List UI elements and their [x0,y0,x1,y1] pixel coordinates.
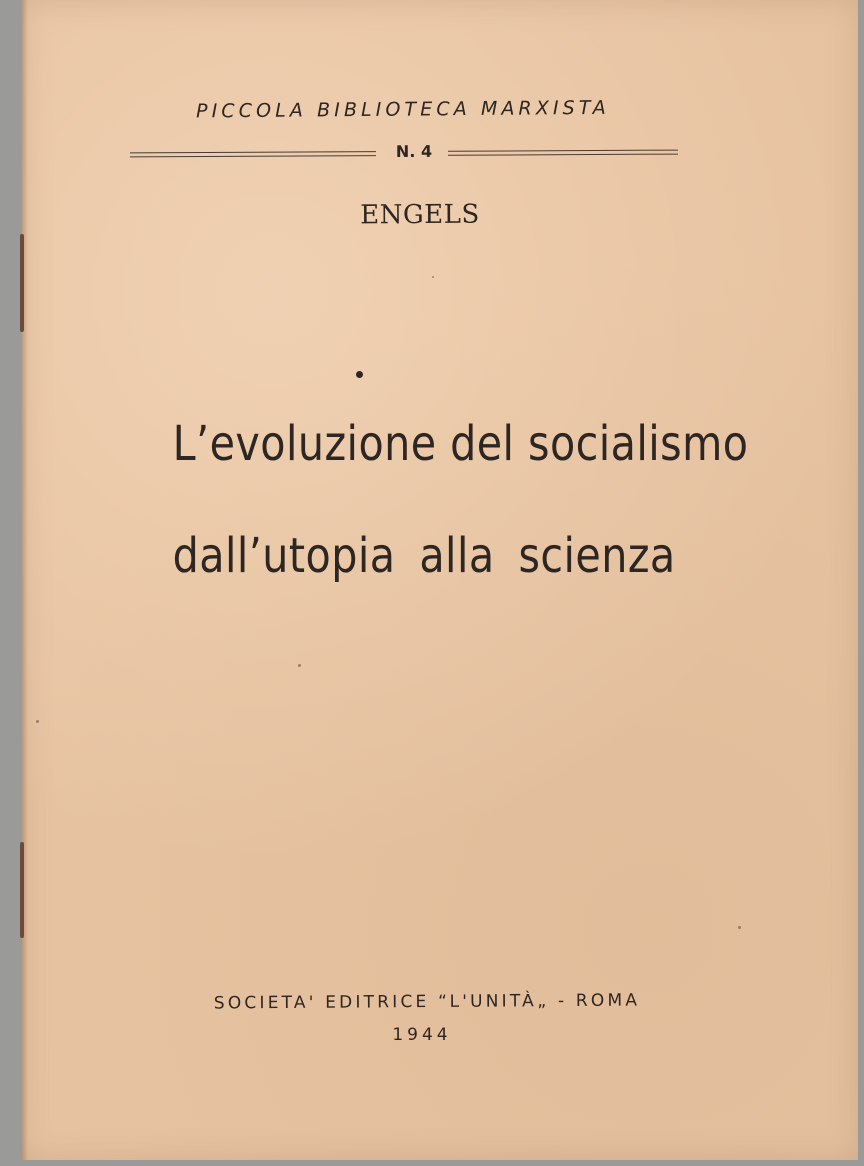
double-rule-right [448,150,678,156]
book-cover [22,0,858,1160]
publisher-imprint: SOCIETA' EDITRICE “L'UNITÀ„ - ROMA [213,990,641,1014]
staple-top [20,234,24,332]
book-title-line-1: L’evoluzione del socialismo [172,416,749,472]
paper-speck [738,926,741,929]
series-number: N. 4 [395,141,433,162]
paper-speck [36,720,39,723]
author-name: ENGELS [360,199,480,231]
paper-speck [298,664,301,667]
book-title-line-2: dall’utopia alla scienza [172,528,676,584]
staple-bottom [20,842,24,938]
double-rule-left [130,151,376,157]
publication-year: 1944 [392,1025,452,1045]
series-title: PICCOLA BIBLIOTECA MARXISTA [196,96,610,123]
paper-speck [432,276,434,278]
spine-shadow [22,0,28,1160]
ornament-dot [356,371,363,378]
series-rule-row [130,141,678,168]
